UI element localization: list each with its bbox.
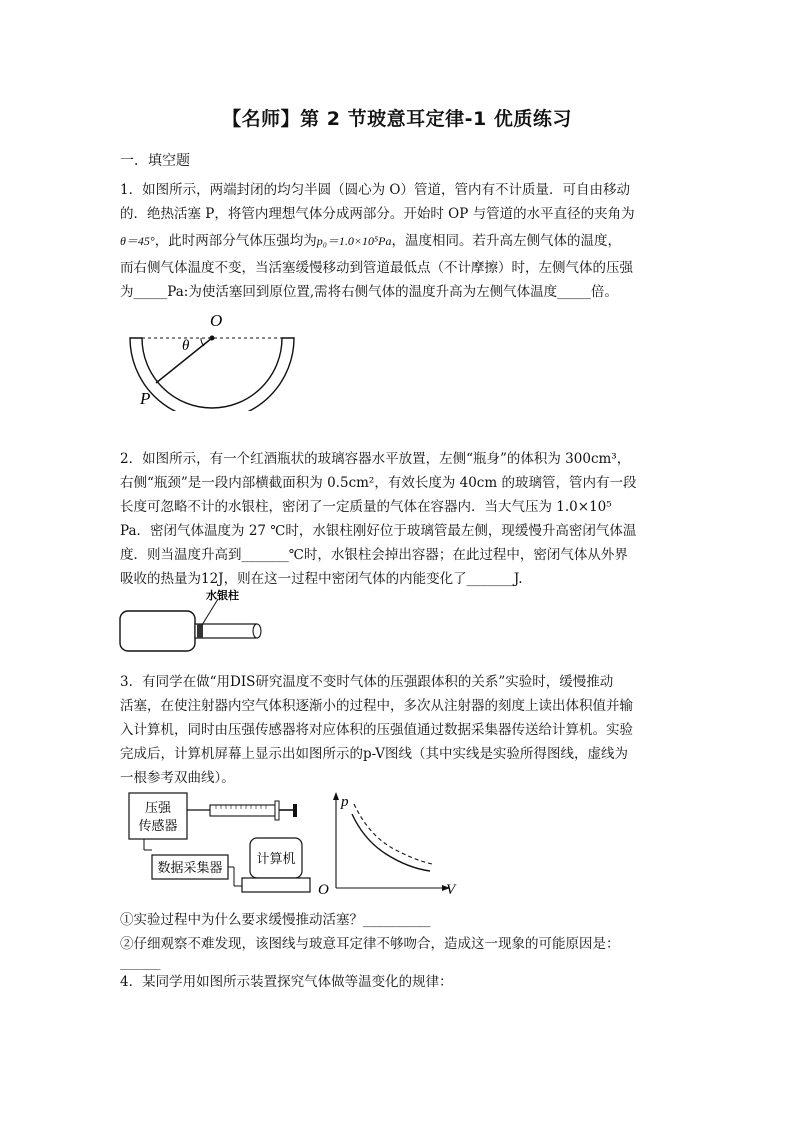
collector-label: 数据采集器: [157, 860, 223, 875]
mercury-column: [197, 624, 203, 638]
axis-label-v: V: [446, 882, 456, 898]
q2-line-3: 长度可忽略不计的水银柱，密闭了一定质量的气体在容器内．当大气压为 1.0×10⁵: [120, 499, 612, 515]
question-1: [120, 178, 680, 304]
p-axis-arrow: [333, 792, 339, 800]
section-heading: 一．填空题: [120, 153, 190, 169]
page-title: 【名师】第 2 节玻意耳定律-1 优质练习: [222, 108, 572, 130]
q1-line-3: [120, 226, 680, 256]
q3-sub-2: ②仔细观察不难发现，该图线与玻意耳定律不够吻合，造成这一现象的可能原因是：: [120, 936, 620, 952]
experimental-curve: [352, 814, 430, 871]
syringe-barrel: [210, 805, 275, 816]
semicircle-tube: [130, 338, 294, 411]
center-point: [210, 336, 215, 341]
origin-label: O: [318, 882, 329, 898]
q2-line-6: 吸收的热量为12J，则在这一过程中密闭气体的内能变化了_______J.: [120, 571, 523, 587]
q3-line-2: 活塞，在使注射器内空气体积逐渐小的过程中，多次从注射器的刻度上读出体积值并输: [120, 698, 633, 714]
bottle-neck-tube: [195, 624, 257, 638]
q3-line-4: 完成后，计算机屏幕上显示出如图所示的p-V图线（其中实线是实验所得图线，虚线为: [120, 746, 628, 762]
dis-apparatus-figure: [128, 790, 463, 898]
q1-line-3-mid: ，此时两部分气体压强均为: [154, 233, 317, 249]
computer-base: [242, 878, 310, 892]
q2-line-5: 度．则当温度升高到_______℃时，水银柱会掉出容器；在此过程中，密闭气体从外界: [120, 547, 628, 563]
angle-arc: [201, 338, 204, 346]
tube-opening: [253, 624, 261, 638]
q3-sub-1: ①实验过程中为什么要求缓慢推动活塞？__________: [120, 912, 431, 928]
computer-label: 计算机: [256, 851, 296, 866]
reference-hyperbola: [354, 804, 432, 864]
semicircle-tube-figure: [120, 306, 300, 411]
axis-label-p: p: [341, 794, 349, 810]
q2-line-1: 2．如图所示，有一个红酒瓶状的玻璃容器水平放置，左侧“瓶身”的体积为 300cm³，: [120, 451, 631, 467]
wine-bottle-figure: [118, 588, 268, 653]
q3-subquestions: [120, 908, 680, 970]
label-o: O: [210, 311, 223, 330]
bottle-body: [120, 611, 195, 651]
sensor-label-2: 传感器: [138, 818, 178, 833]
q1-line-2: 的．绝热活塞 P，将管内理想气体分成两部分。开始时 OP 与管道的水平直径的夹角为: [120, 206, 635, 222]
q1-p0-formula: p₀＝1.0×10⁵Pa: [316, 234, 392, 248]
q1-line-5: 为_____Pa:为使活塞回到原位置,需将右侧气体的温度升高为左侧气体温度_____倍。: [120, 284, 618, 300]
label-pointer-line: [202, 599, 218, 625]
q3-sub-2-blank: ______: [120, 956, 161, 970]
syringe-flange: [275, 801, 279, 820]
q3-line-1: 3．有同学在做“用DIS研究温度不变时气体的压强跟体积的关系”实验时，缓慢推动: [120, 674, 614, 690]
q3-line-5: 一根参考双曲线）。: [120, 770, 235, 786]
question-3: [120, 670, 680, 790]
label-theta: θ: [182, 338, 190, 354]
q2-line-4: Pa．密闭气体温度为 27 ℃时，水银柱刚好位于玻璃管最左侧，现缓慢升高密闭气体温: [120, 523, 637, 539]
sensor-label-1: 压强: [144, 800, 172, 815]
q1-line-4: 而右侧气体温度不变，当活塞缓慢移动到管道最低点（不计摩擦）时，左侧气体的压强: [120, 260, 633, 276]
label-p: P: [140, 389, 151, 408]
mercury-label: 水银柱: [206, 590, 239, 602]
question-2: [120, 447, 680, 591]
q3-line-3: 入计算机，同时由压强传感器将对应体积的压强值通过数据采集器传送给计算机。实验: [120, 722, 633, 738]
question-4: [120, 970, 680, 994]
q4-line-1: 4．某同学用如图所示装置探究气体做等温变化的规律：: [120, 974, 453, 990]
q1-line-3-end: ，温度相同。若升高左侧气体的温度，: [391, 233, 621, 249]
plunger-handle: [293, 804, 297, 817]
q1-theta-formula: θ＝45°: [120, 234, 155, 248]
q2-line-2: 右侧“瓶颈”是一段内部横截面积为 0.5cm²，有效长度为 40cm 的玻璃管，管内有一段: [120, 475, 637, 491]
q1-line-1: 1．如图所示，两端封闭的均匀半圆（圆心为 O）管道，管内有不计质量．可自由移动: [120, 182, 630, 198]
